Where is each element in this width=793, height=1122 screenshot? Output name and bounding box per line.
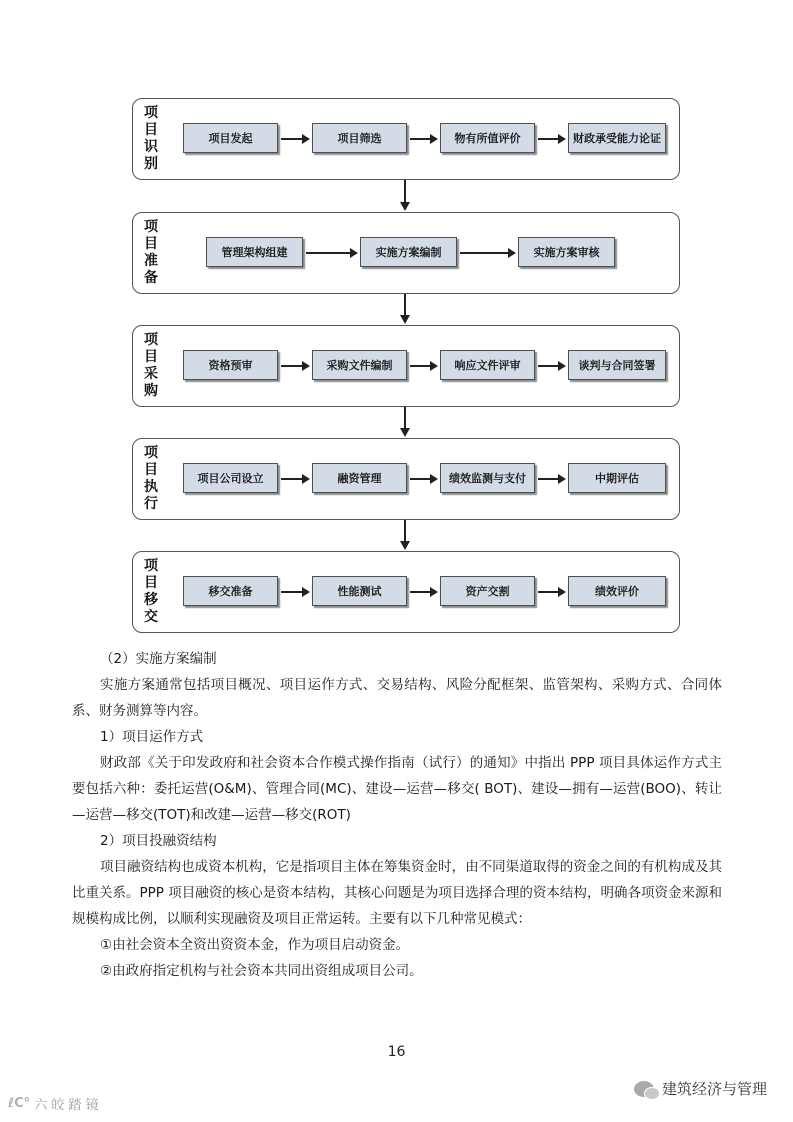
process-step: 管理架构组建 [206, 237, 303, 267]
paragraph-2: 财政部《关于印发政府和社会资本合作模式操作指南（试行）的通知》中指出 PPP 项目具体运作方式主要包括六种：委托运营(O&M)、管理合同(MC)、建设—运营—移交( BOT)、建设—拥有—运营(BOO)、转让—运营—移交(TOT)和改建—运营—移交(ROT) [72, 755, 722, 823]
stage-arrow [404, 407, 406, 435]
watermark-left-text: 六 皎 踏 镜 [34, 1098, 99, 1113]
watermark-right-text: 建筑经济与管理 [661, 1080, 767, 1098]
process-step: 谈判与合同签署 [568, 350, 666, 380]
stage-label: 项目执行 [144, 445, 158, 512]
stage-label: 项目采购 [144, 332, 158, 399]
process-step: 采购文件编制 [312, 350, 407, 380]
flow-arrow [281, 365, 308, 367]
stage-arrow [404, 180, 406, 209]
process-step: 融资管理 [312, 463, 407, 493]
process-step: 绩效监测与支付 [440, 463, 535, 493]
list-item-1: ①由社会资本全资出资资本金，作为项目启动资金。 [100, 937, 410, 953]
flow-arrow [538, 138, 564, 140]
watermark-left [8, 1094, 99, 1113]
stage-arrow [404, 520, 406, 548]
process-step: 实施方案编制 [360, 237, 457, 267]
process-step: 项目筛选 [312, 123, 407, 153]
process-step: 物有所值评价 [440, 123, 535, 153]
process-step: 响应文件评审 [440, 350, 535, 380]
process-step: 绩效评价 [568, 576, 666, 606]
flow-arrow [538, 365, 564, 367]
flow-arrow [306, 252, 356, 254]
subheading-2: 2）项目投融资结构 [100, 833, 217, 849]
flow-arrow [538, 478, 564, 480]
paragraph-3: 项目融资结构也成资本机构，它是指项目主体在筹集资金时，由不同渠道取得的资金之间的有机构成及其比重关系。PPP 项目融资的核心是资本结构，其核心问题是为项目选择合理的资本结构，明确各项资金来源和规模构成比例，以顺利实现融资及项目正常运转。主要有以下几种常见模式： [72, 859, 722, 927]
process-step: 中期评估 [568, 463, 666, 493]
wechat-icon [634, 1081, 654, 1097]
process-step: 资产交割 [440, 576, 535, 606]
process-step: 实施方案审核 [518, 237, 615, 267]
flow-arrow [410, 591, 436, 593]
flow-arrow [281, 591, 308, 593]
section-heading: （2）实施方案编制 [100, 651, 217, 667]
flow-arrow [538, 591, 564, 593]
flow-arrow [410, 365, 436, 367]
subheading-1: 1）项目运作方式 [100, 729, 204, 745]
body-text [72, 646, 722, 984]
stage-arrow [404, 294, 406, 322]
list-item-2: ②由政府指定机构与社会资本共同出资组成项目公司。 [100, 963, 423, 979]
flow-arrow [410, 478, 436, 480]
flow-arrow [460, 252, 514, 254]
page-number: 16 [387, 1044, 406, 1060]
process-step: 移交准备 [183, 576, 278, 606]
process-step: 财政承受能力论证 [568, 123, 666, 153]
flow-arrow [410, 138, 436, 140]
stage-label: 项目识别 [144, 105, 158, 172]
process-step: 性能测试 [312, 576, 407, 606]
paragraph-1: 实施方案通常包括项目概况、项目运作方式、交易结构、风险分配框架、监管架构、采购方式、合同体系、财务测算等内容。 [72, 677, 722, 719]
flow-arrow [281, 138, 308, 140]
process-step: 项目发起 [183, 123, 278, 153]
flow-arrow [281, 478, 308, 480]
watermark-right [634, 1078, 767, 1099]
stage-label: 项目准备 [144, 219, 158, 286]
logo-icon: ℓC° [8, 1096, 31, 1111]
process-step: 资格预审 [183, 350, 278, 380]
process-step: 项目公司设立 [183, 463, 278, 493]
stage-label: 项目移交 [144, 558, 158, 625]
